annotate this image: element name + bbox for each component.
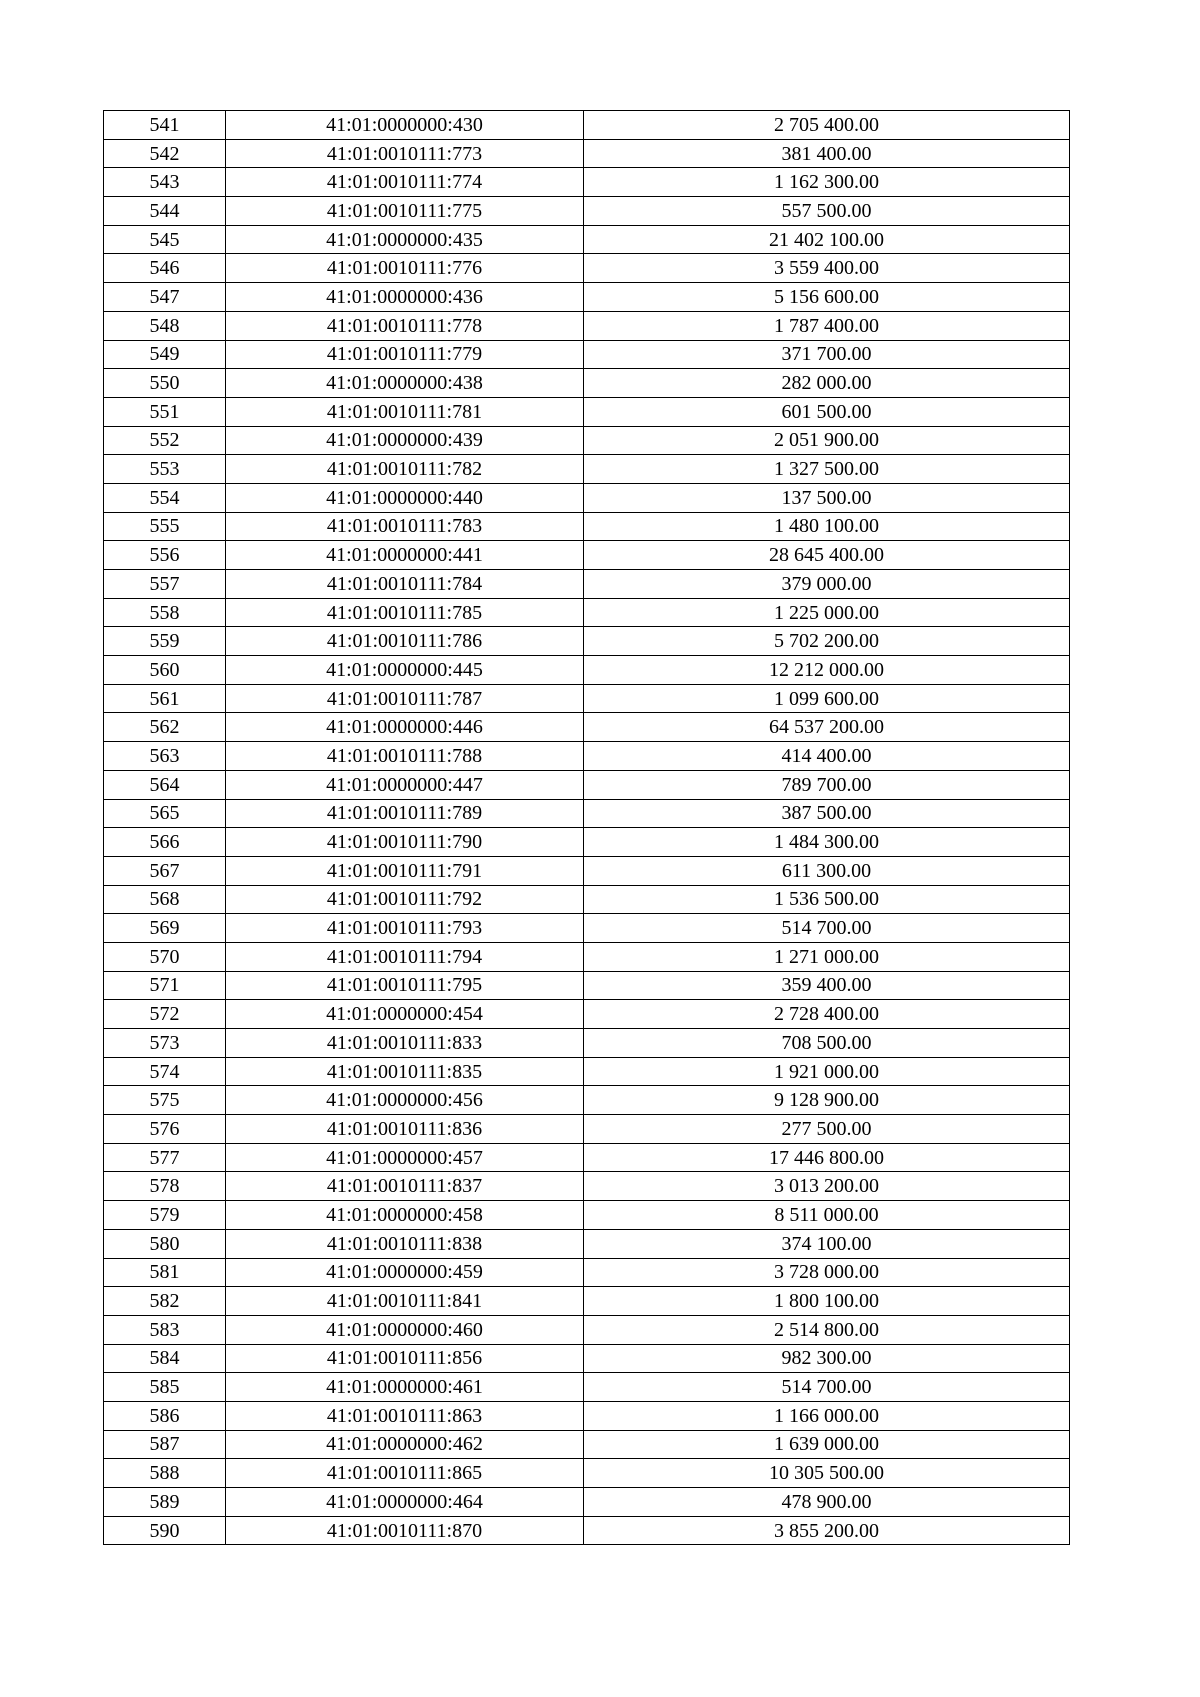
cadastral-number-cell: 41:01:0000000:440	[226, 483, 584, 512]
table-row	[104, 1516, 1070, 1545]
cadastral-number-cell: 41:01:0000000:460	[226, 1315, 584, 1344]
cadastral-value-cell: 1 225 000.00	[584, 598, 1070, 627]
cadastral-value-cell: 1 099 600.00	[584, 684, 1070, 713]
table-row	[104, 541, 1070, 570]
cadastral-number-cell: 41:01:0000000:439	[226, 426, 584, 455]
table-row	[104, 799, 1070, 828]
row-number-cell: 552	[104, 426, 226, 455]
table-row	[104, 971, 1070, 1000]
table-row	[104, 1000, 1070, 1029]
table-row	[104, 742, 1070, 771]
cadastral-number-cell: 41:01:0010111:775	[226, 197, 584, 226]
table-row	[104, 1086, 1070, 1115]
row-number-cell: 570	[104, 942, 226, 971]
row-number-cell: 575	[104, 1086, 226, 1115]
table-row	[104, 1373, 1070, 1402]
cadastral-value-cell: 12 212 000.00	[584, 656, 1070, 685]
row-number-cell: 560	[104, 656, 226, 685]
row-number-cell: 567	[104, 856, 226, 885]
table-row	[104, 168, 1070, 197]
cadastral-value-cell: 64 537 200.00	[584, 713, 1070, 742]
cadastral-value-cell: 379 000.00	[584, 570, 1070, 599]
cadastral-value-cell: 478 900.00	[584, 1488, 1070, 1517]
cadastral-number-cell: 41:01:0010111:838	[226, 1229, 584, 1258]
row-number-cell: 576	[104, 1115, 226, 1144]
cadastral-value-cell: 1 484 300.00	[584, 828, 1070, 857]
cadastral-value-cell: 374 100.00	[584, 1229, 1070, 1258]
table-row	[104, 1401, 1070, 1430]
cadastral-value-cell: 3 728 000.00	[584, 1258, 1070, 1287]
cadastral-value-cell: 514 700.00	[584, 914, 1070, 943]
cadastral-number-cell: 41:01:0010111:870	[226, 1516, 584, 1545]
cadastral-value-cell: 2 705 400.00	[584, 111, 1070, 140]
row-number-cell: 577	[104, 1143, 226, 1172]
cadastral-value-cell: 1 166 000.00	[584, 1401, 1070, 1430]
table-row	[104, 426, 1070, 455]
cadastral-value-cell: 5 156 600.00	[584, 283, 1070, 312]
row-number-cell: 565	[104, 799, 226, 828]
row-number-cell: 545	[104, 225, 226, 254]
cadastral-value-cell: 3 559 400.00	[584, 254, 1070, 283]
cadastral-number-cell: 41:01:0010111:835	[226, 1057, 584, 1086]
table-row	[104, 340, 1070, 369]
cadastral-number-cell: 41:01:0010111:789	[226, 799, 584, 828]
cadastral-value-cell: 2 514 800.00	[584, 1315, 1070, 1344]
row-number-cell: 569	[104, 914, 226, 943]
cadastral-value-cell: 381 400.00	[584, 139, 1070, 168]
cadastral-value-cell: 2 728 400.00	[584, 1000, 1070, 1029]
table-row	[104, 885, 1070, 914]
cadastral-number-cell: 41:01:0000000:445	[226, 656, 584, 685]
cadastral-number-cell: 41:01:0000000:461	[226, 1373, 584, 1402]
cadastral-value-cell: 282 000.00	[584, 369, 1070, 398]
row-number-cell: 590	[104, 1516, 226, 1545]
row-number-cell: 583	[104, 1315, 226, 1344]
cadastral-number-cell: 41:01:0000000:435	[226, 225, 584, 254]
cadastral-value-cell: 708 500.00	[584, 1029, 1070, 1058]
table-row	[104, 1172, 1070, 1201]
table-row	[104, 1315, 1070, 1344]
table-row	[104, 598, 1070, 627]
row-number-cell: 586	[104, 1401, 226, 1430]
cadastral-number-cell: 41:01:0000000:464	[226, 1488, 584, 1517]
table-row	[104, 1115, 1070, 1144]
row-number-cell: 555	[104, 512, 226, 541]
cadastral-number-cell: 41:01:0000000:436	[226, 283, 584, 312]
row-number-cell: 542	[104, 139, 226, 168]
cadastral-value-cell: 371 700.00	[584, 340, 1070, 369]
table-row	[104, 856, 1070, 885]
cadastral-number-cell: 41:01:0010111:774	[226, 168, 584, 197]
table-row	[104, 139, 1070, 168]
cadastral-value-cell: 1 271 000.00	[584, 942, 1070, 971]
cadastral-number-cell: 41:01:0000000:447	[226, 770, 584, 799]
table-row	[104, 1344, 1070, 1373]
cadastral-number-cell: 41:01:0000000:457	[226, 1143, 584, 1172]
cadastral-number-cell: 41:01:0010111:792	[226, 885, 584, 914]
cadastral-number-cell: 41:01:0010111:776	[226, 254, 584, 283]
row-number-cell: 557	[104, 570, 226, 599]
cadastral-number-cell: 41:01:0010111:791	[226, 856, 584, 885]
cadastral-value-cell: 21 402 100.00	[584, 225, 1070, 254]
cadastral-number-cell: 41:01:0010111:786	[226, 627, 584, 656]
cadastral-number-cell: 41:01:0010111:790	[226, 828, 584, 857]
row-number-cell: 551	[104, 397, 226, 426]
row-number-cell: 584	[104, 1344, 226, 1373]
table-row	[104, 369, 1070, 398]
cadastral-number-cell: 41:01:0010111:773	[226, 139, 584, 168]
cadastral-value-cell: 3 855 200.00	[584, 1516, 1070, 1545]
row-number-cell: 549	[104, 340, 226, 369]
table-row	[104, 254, 1070, 283]
row-number-cell: 562	[104, 713, 226, 742]
cadastral-value-cell: 611 300.00	[584, 856, 1070, 885]
table-row	[104, 713, 1070, 742]
table-row	[104, 225, 1070, 254]
row-number-cell: 546	[104, 254, 226, 283]
row-number-cell: 579	[104, 1201, 226, 1230]
row-number-cell: 572	[104, 1000, 226, 1029]
cadastral-value-cell: 1 327 500.00	[584, 455, 1070, 484]
cadastral-number-cell: 41:01:0010111:784	[226, 570, 584, 599]
cadastral-number-cell: 41:01:0010111:788	[226, 742, 584, 771]
row-number-cell: 563	[104, 742, 226, 771]
cadastral-number-cell: 41:01:0010111:793	[226, 914, 584, 943]
cadastral-number-cell: 41:01:0010111:863	[226, 1401, 584, 1430]
row-number-cell: 543	[104, 168, 226, 197]
table-row	[104, 1143, 1070, 1172]
cadastral-value-cell: 1 162 300.00	[584, 168, 1070, 197]
row-number-cell: 554	[104, 483, 226, 512]
row-number-cell: 550	[104, 369, 226, 398]
table-row	[104, 656, 1070, 685]
table-row	[104, 311, 1070, 340]
row-number-cell: 564	[104, 770, 226, 799]
table-row	[104, 397, 1070, 426]
table-row	[104, 1229, 1070, 1258]
cadastral-value-cell: 1 480 100.00	[584, 512, 1070, 541]
row-number-cell: 571	[104, 971, 226, 1000]
cadastral-value-cell: 601 500.00	[584, 397, 1070, 426]
row-number-cell: 580	[104, 1229, 226, 1258]
table-row	[104, 1287, 1070, 1316]
cadastral-value-cell: 1 800 100.00	[584, 1287, 1070, 1316]
row-number-cell: 544	[104, 197, 226, 226]
row-number-cell: 585	[104, 1373, 226, 1402]
cadastral-number-cell: 41:01:0010111:781	[226, 397, 584, 426]
table-row	[104, 512, 1070, 541]
row-number-cell: 581	[104, 1258, 226, 1287]
row-number-cell: 558	[104, 598, 226, 627]
cadastral-value-table	[103, 110, 1070, 1545]
cadastral-number-cell: 41:01:0000000:462	[226, 1430, 584, 1459]
row-number-cell: 556	[104, 541, 226, 570]
cadastral-number-cell: 41:01:0000000:438	[226, 369, 584, 398]
row-number-cell: 574	[104, 1057, 226, 1086]
cadastral-number-cell: 41:01:0010111:787	[226, 684, 584, 713]
cadastral-number-cell: 41:01:0010111:833	[226, 1029, 584, 1058]
table-body	[104, 111, 1070, 1545]
cadastral-value-cell: 1 921 000.00	[584, 1057, 1070, 1086]
cadastral-value-cell: 17 446 800.00	[584, 1143, 1070, 1172]
cadastral-value-cell: 2 051 900.00	[584, 426, 1070, 455]
row-number-cell: 566	[104, 828, 226, 857]
table-row	[104, 570, 1070, 599]
row-number-cell: 588	[104, 1459, 226, 1488]
cadastral-number-cell: 41:01:0000000:446	[226, 713, 584, 742]
row-number-cell: 568	[104, 885, 226, 914]
cadastral-number-cell: 41:01:0010111:836	[226, 1115, 584, 1144]
cadastral-number-cell: 41:01:0010111:783	[226, 512, 584, 541]
table-row	[104, 1029, 1070, 1058]
row-number-cell: 573	[104, 1029, 226, 1058]
cadastral-number-cell: 41:01:0010111:782	[226, 455, 584, 484]
cadastral-number-cell: 41:01:0010111:785	[226, 598, 584, 627]
cadastral-number-cell: 41:01:0000000:458	[226, 1201, 584, 1230]
row-number-cell: 578	[104, 1172, 226, 1201]
cadastral-value-cell: 10 305 500.00	[584, 1459, 1070, 1488]
table-row	[104, 283, 1070, 312]
cadastral-value-cell: 557 500.00	[584, 197, 1070, 226]
table-row	[104, 1459, 1070, 1488]
table-row	[104, 1258, 1070, 1287]
cadastral-number-cell: 41:01:0010111:865	[226, 1459, 584, 1488]
cadastral-value-cell: 789 700.00	[584, 770, 1070, 799]
cadastral-number-cell: 41:01:0000000:454	[226, 1000, 584, 1029]
cadastral-value-cell: 1 787 400.00	[584, 311, 1070, 340]
table-row	[104, 914, 1070, 943]
row-number-cell: 589	[104, 1488, 226, 1517]
cadastral-value-cell: 8 511 000.00	[584, 1201, 1070, 1230]
table-row	[104, 455, 1070, 484]
cadastral-number-cell: 41:01:0010111:779	[226, 340, 584, 369]
cadastral-value-cell: 414 400.00	[584, 742, 1070, 771]
table-row	[104, 483, 1070, 512]
cadastral-value-cell: 137 500.00	[584, 483, 1070, 512]
table-row	[104, 1430, 1070, 1459]
row-number-cell: 548	[104, 311, 226, 340]
table-row	[104, 770, 1070, 799]
cadastral-value-cell: 359 400.00	[584, 971, 1070, 1000]
cadastral-value-cell: 28 645 400.00	[584, 541, 1070, 570]
table-row	[104, 1201, 1070, 1230]
cadastral-value-cell: 1 536 500.00	[584, 885, 1070, 914]
cadastral-number-cell: 41:01:0000000:441	[226, 541, 584, 570]
cadastral-number-cell: 41:01:0010111:795	[226, 971, 584, 1000]
row-number-cell: 561	[104, 684, 226, 713]
cadastral-value-cell: 3 013 200.00	[584, 1172, 1070, 1201]
row-number-cell: 587	[104, 1430, 226, 1459]
row-number-cell: 582	[104, 1287, 226, 1316]
table-row	[104, 942, 1070, 971]
table-row	[104, 111, 1070, 140]
cadastral-number-cell: 41:01:0010111:841	[226, 1287, 584, 1316]
cadastral-number-cell: 41:01:0010111:837	[226, 1172, 584, 1201]
cadastral-number-cell: 41:01:0000000:456	[226, 1086, 584, 1115]
table-row	[104, 684, 1070, 713]
row-number-cell: 541	[104, 111, 226, 140]
cadastral-value-cell: 1 639 000.00	[584, 1430, 1070, 1459]
table-row	[104, 1057, 1070, 1086]
row-number-cell: 547	[104, 283, 226, 312]
cadastral-value-cell: 9 128 900.00	[584, 1086, 1070, 1115]
row-number-cell: 559	[104, 627, 226, 656]
row-number-cell: 553	[104, 455, 226, 484]
table-row	[104, 828, 1070, 857]
cadastral-value-cell: 5 702 200.00	[584, 627, 1070, 656]
cadastral-number-cell: 41:01:0000000:430	[226, 111, 584, 140]
cadastral-number-cell: 41:01:0000000:459	[226, 1258, 584, 1287]
table-row	[104, 1488, 1070, 1517]
table-row	[104, 627, 1070, 656]
cadastral-value-cell: 982 300.00	[584, 1344, 1070, 1373]
cadastral-value-cell: 277 500.00	[584, 1115, 1070, 1144]
table-row	[104, 197, 1070, 226]
cadastral-number-cell: 41:01:0010111:794	[226, 942, 584, 971]
cadastral-number-cell: 41:01:0010111:856	[226, 1344, 584, 1373]
cadastral-value-cell: 514 700.00	[584, 1373, 1070, 1402]
cadastral-number-cell: 41:01:0010111:778	[226, 311, 584, 340]
cadastral-value-cell: 387 500.00	[584, 799, 1070, 828]
